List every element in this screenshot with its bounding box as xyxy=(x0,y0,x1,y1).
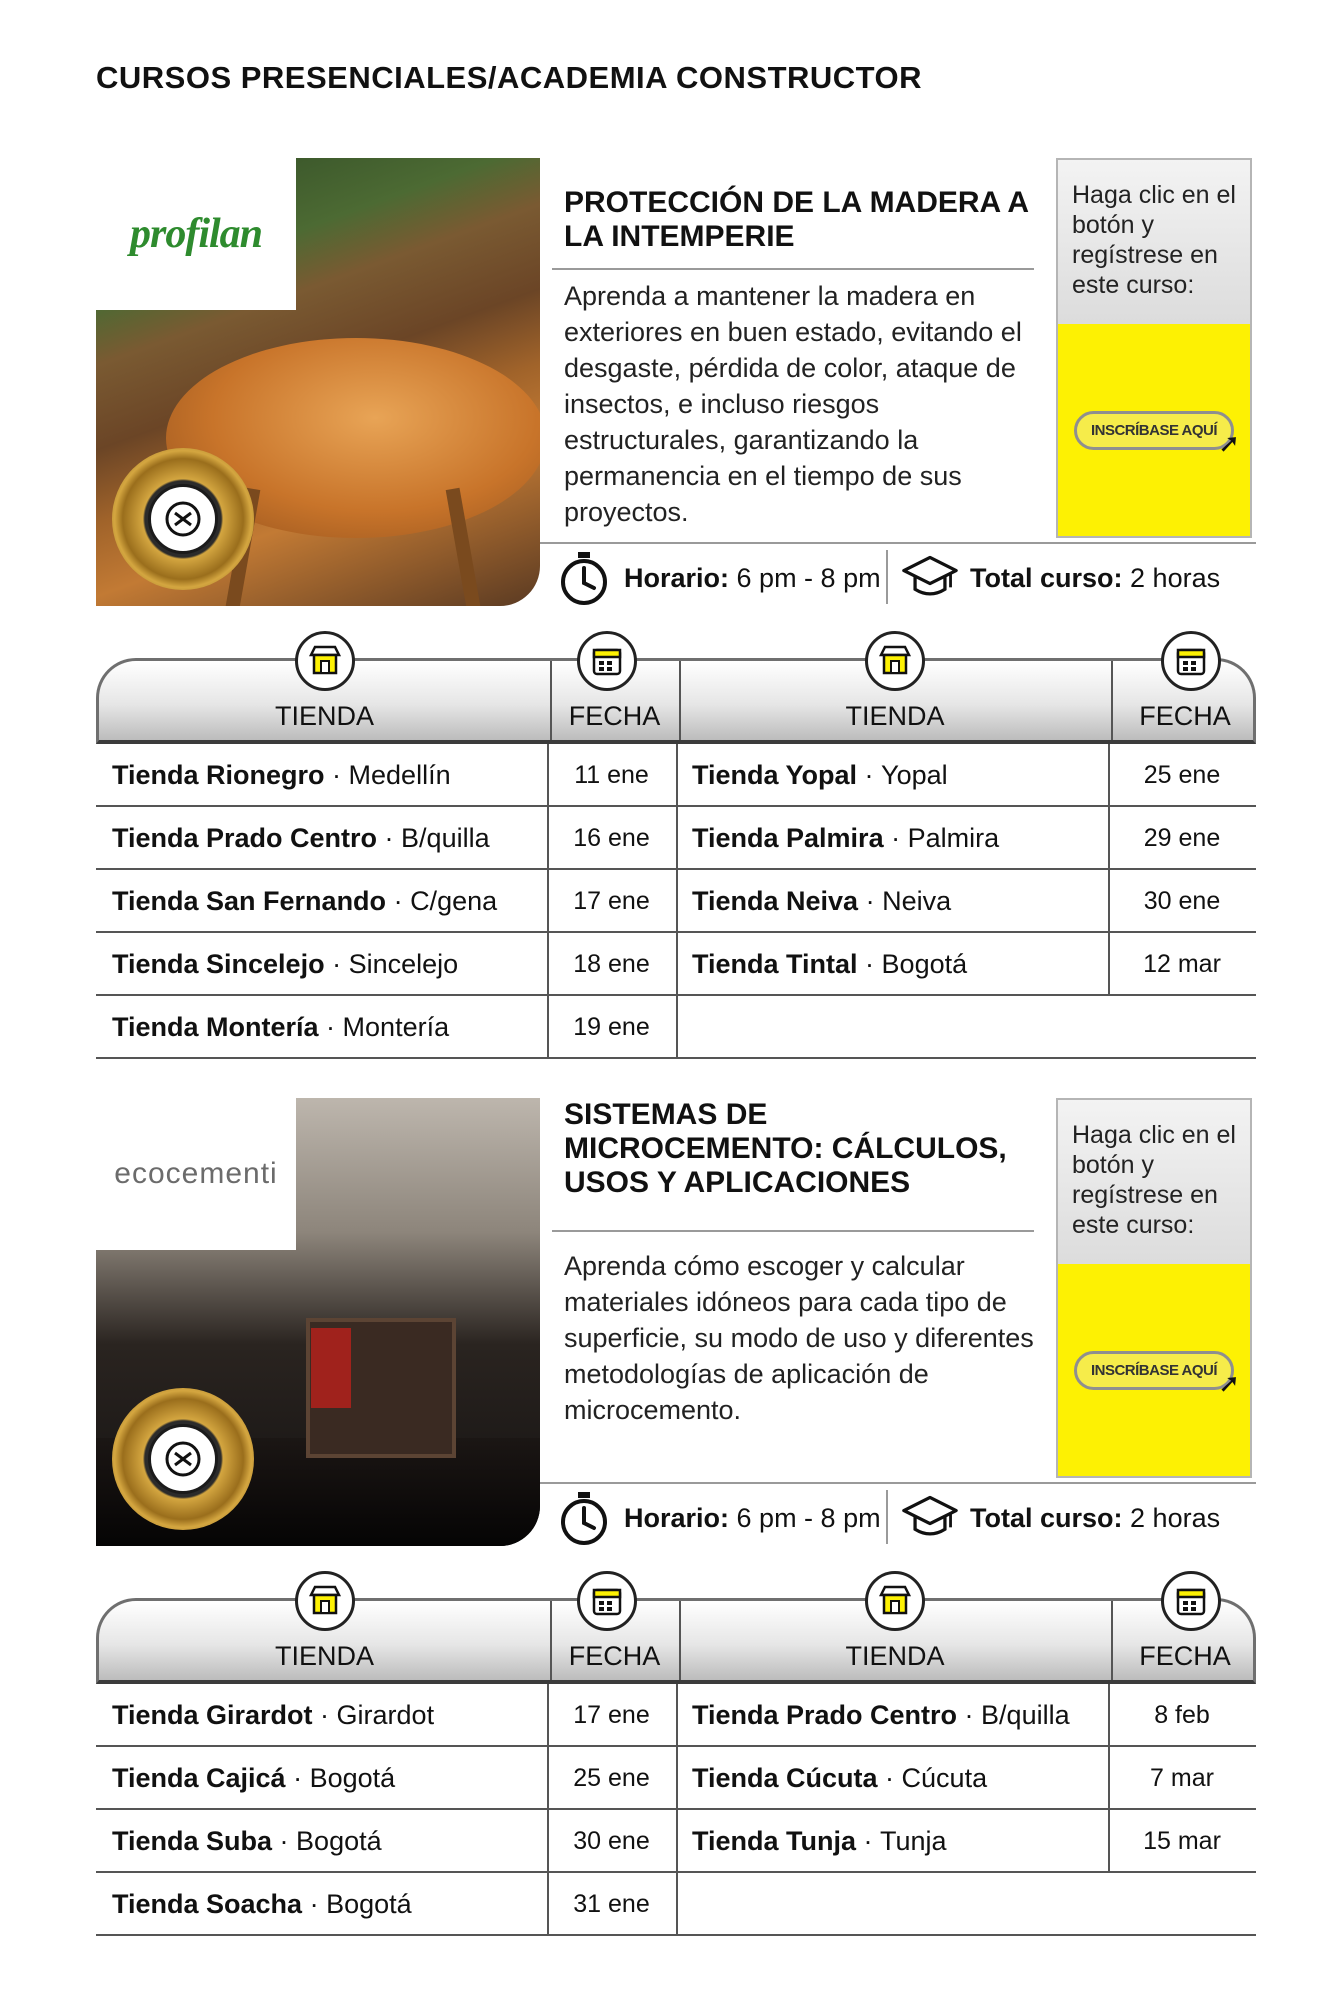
stopwatch-icon xyxy=(556,550,612,606)
table-row xyxy=(96,1684,1256,1747)
store-cell: Tienda Prado Centro · B/quilla xyxy=(692,1700,1070,1730)
schedule-table-header xyxy=(96,658,1256,744)
total-duration-info xyxy=(902,1492,1220,1544)
divider xyxy=(886,550,888,604)
schedule-label: Horario: xyxy=(624,1502,730,1533)
column-header-date: FECHA xyxy=(1139,701,1231,731)
tools-icon xyxy=(163,1439,203,1479)
store-cell: Tienda Girardot · Girardot xyxy=(112,1700,435,1730)
date-cell: 16 ene xyxy=(573,824,650,852)
register-cta-area xyxy=(1058,1264,1250,1476)
course-info xyxy=(540,158,1046,606)
graduation-cap-icon xyxy=(902,1490,958,1546)
column-header-store: TIENDA xyxy=(845,701,945,731)
table-row xyxy=(96,1873,1256,1936)
schedule-info xyxy=(556,552,881,604)
date-cell: 17 ene xyxy=(573,887,650,915)
course-info xyxy=(540,1098,1046,1546)
certificate-seal xyxy=(112,448,254,590)
date-cell: 31 ene xyxy=(573,1890,650,1918)
column-header-date: FECHA xyxy=(568,701,661,731)
stopwatch-icon xyxy=(556,1490,612,1546)
divider xyxy=(886,1490,888,1544)
table-row xyxy=(96,996,1256,1059)
schedule-table xyxy=(96,1598,1256,1936)
store-cell: Tienda San Fernando · C/gena xyxy=(112,886,498,916)
course-photo-wood xyxy=(96,158,540,606)
seal-emblem xyxy=(148,1424,218,1494)
column-header-date: FECHA xyxy=(568,1641,661,1671)
store-icon xyxy=(295,1571,355,1631)
register-button[interactable]: INSCRÍBASE AQUÍ xyxy=(1074,411,1234,450)
tools-icon xyxy=(163,499,203,539)
register-instructions: Haga clic en el botón y regístrese en este curso: xyxy=(1058,160,1250,324)
store-cell: Tienda Soacha · Bogotá xyxy=(112,1889,412,1919)
store-cell: Tienda Cúcuta · Cúcuta xyxy=(692,1763,988,1793)
seal-emblem xyxy=(148,484,218,554)
register-cta-area xyxy=(1058,324,1250,536)
schedule-table xyxy=(96,658,1256,1059)
course-title: PROTECCIÓN DE LA MADERA A LA INTEMPERIE xyxy=(564,186,1028,253)
date-cell: 8 feb xyxy=(1154,1701,1210,1729)
total-value: 2 horas xyxy=(1130,562,1221,593)
store-cell: Tienda Prado Centro · B/quilla xyxy=(112,823,490,853)
store-cell: Tienda Neiva · Neiva xyxy=(692,886,952,916)
date-cell: 25 ene xyxy=(573,1764,650,1792)
store-cell: Tienda Rionegro · Medellín xyxy=(112,760,451,790)
store-cell: Tienda Tintal · Bogotá xyxy=(692,949,968,979)
date-cell: 15 mar xyxy=(1143,1827,1221,1855)
column-header-date: FECHA xyxy=(1139,1641,1231,1671)
schedule-value: 6 pm - 8 pm xyxy=(736,1502,881,1533)
total-label: Total curso: xyxy=(970,562,1123,593)
table-row xyxy=(96,870,1256,933)
store-cell: Tienda Palmira · Palmira xyxy=(692,823,1000,853)
table-row xyxy=(96,807,1256,870)
column-header-store: TIENDA xyxy=(274,1641,374,1671)
table-row xyxy=(96,1810,1256,1873)
course-description: Aprenda a mantener la madera en exteriores en buen estado, evitando el desgaste, pérdida de color, ataque de insectos, e incluso riesgos estructurales, garantizando la permanencia en el tiempo de sus proyectos. xyxy=(564,281,1022,527)
course-meta xyxy=(540,542,1256,606)
register-button[interactable]: INSCRÍBASE AQUÍ xyxy=(1074,1351,1234,1390)
course-photo-microcement xyxy=(96,1098,540,1546)
cursor-icon: ➚ xyxy=(1218,428,1240,458)
store-cell: Tienda Tunja · Tunja xyxy=(692,1826,947,1856)
schedule-info xyxy=(556,1492,881,1544)
course-meta xyxy=(540,1482,1256,1546)
schedule-table-header xyxy=(96,1598,1256,1684)
column-header-store: TIENDA xyxy=(845,1641,945,1671)
date-cell: 7 mar xyxy=(1150,1764,1214,1792)
register-instructions: Haga clic en el botón y regístrese en este curso: xyxy=(1058,1100,1250,1264)
total-value: 2 horas xyxy=(1130,1502,1221,1533)
brand-logo-ecocementi: ecocementi xyxy=(96,1098,296,1250)
certificate-seal xyxy=(112,1388,254,1530)
register-box xyxy=(1056,1098,1252,1478)
calendar-icon xyxy=(1161,1571,1221,1631)
course-description: Aprenda cómo escoger y calcular materiales idóneos para cada tipo de superficie, su modo de uso y diferentes metodologías de aplicación de microcemento. xyxy=(564,1251,1034,1425)
schedule-value: 6 pm - 8 pm xyxy=(736,562,881,593)
divider xyxy=(552,1230,1034,1232)
brand-logo-profilan: profilan xyxy=(96,158,296,310)
cursor-icon: ➚ xyxy=(1218,1368,1240,1398)
store-cell: Tienda Cajicá · Bogotá xyxy=(112,1763,396,1793)
store-cell: Tienda Suba · Bogotá xyxy=(112,1826,382,1856)
table-row xyxy=(96,744,1256,807)
schedule-label: Horario: xyxy=(624,562,730,593)
course-card-wood-protection xyxy=(96,158,1256,1059)
date-cell: 30 ene xyxy=(573,1827,650,1855)
column-header-store: TIENDA xyxy=(274,701,374,731)
date-cell: 17 ene xyxy=(573,1701,650,1729)
date-cell: 18 ene xyxy=(573,950,650,978)
store-icon xyxy=(865,1571,925,1631)
course-title: SISTEMAS DE MICROCEMENTO: CÁLCULOS, USOS Y APLICACIONES xyxy=(564,1098,1007,1199)
total-label: Total curso: xyxy=(970,1502,1123,1533)
date-cell: 11 ene xyxy=(574,761,649,789)
table-row xyxy=(96,1747,1256,1810)
date-cell: 29 ene xyxy=(1143,824,1221,852)
graduation-cap-icon xyxy=(902,550,958,606)
date-cell: 25 ene xyxy=(1143,761,1221,789)
store-icon xyxy=(865,631,925,691)
calendar-icon xyxy=(1161,631,1221,691)
table-row xyxy=(96,933,1256,996)
date-cell: 12 mar xyxy=(1143,950,1221,978)
divider xyxy=(552,268,1034,270)
register-box xyxy=(1056,158,1252,538)
course-card-microcement xyxy=(96,1098,1256,1936)
date-cell: 30 ene xyxy=(1143,887,1221,915)
store-cell: Tienda Sincelejo · Sincelejo xyxy=(112,949,459,979)
store-icon xyxy=(295,631,355,691)
calendar-icon xyxy=(577,631,637,691)
store-cell: Tienda Montería · Montería xyxy=(112,1012,450,1042)
date-cell: 19 ene xyxy=(573,1013,650,1041)
total-duration-info xyxy=(902,552,1220,604)
calendar-icon xyxy=(577,1571,637,1631)
store-cell: Tienda Yopal · Yopal xyxy=(692,760,948,790)
page-title: CURSOS PRESENCIALES/ACADEMIA CONSTRUCTOR xyxy=(96,60,923,95)
